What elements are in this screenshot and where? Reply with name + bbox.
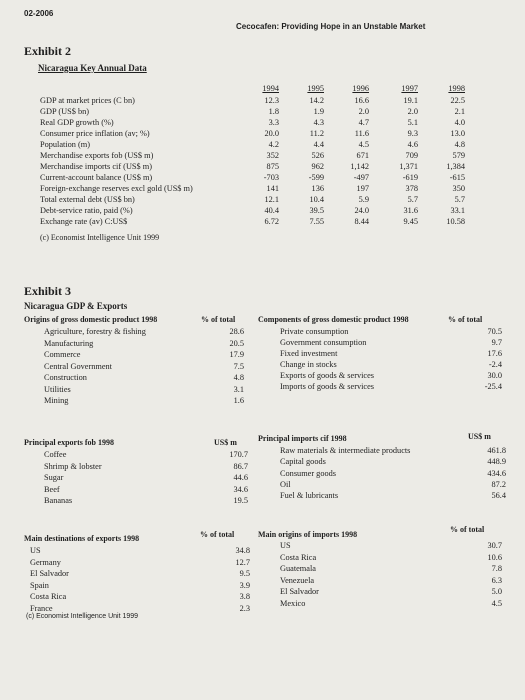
destinations-row-value: 3.9: [239, 580, 250, 590]
exhibit2-cell: 875: [266, 162, 279, 171]
exhibit2-cell: 12.1: [264, 195, 279, 204]
exhibit2-subtitle: Nicaragua Key Annual Data: [38, 63, 147, 73]
origins-header: Origins of gross domestic product 1998: [24, 315, 158, 324]
exhibit2-year-column: [294, 95, 324, 227]
imports-origins-unit: % of total: [450, 525, 485, 534]
destinations-row-value: 12.7: [235, 557, 250, 567]
exhibit2-year-column: [435, 95, 465, 227]
imports-origins-row: [280, 563, 502, 575]
destinations-row-label: El Salvador: [30, 569, 69, 578]
exhibit2-cell: 40.4: [264, 206, 279, 215]
document-title: Cecocafen: Providing Hope in an Unstable Market: [236, 22, 426, 31]
components-header: Components of gross domestic product 1998: [258, 315, 409, 324]
exhibit2-row-label: Merchandise imports cif (US$ m): [40, 162, 152, 171]
imports-origins-row-label: Mexico: [280, 598, 306, 608]
exhibit2-cell: 4.0: [454, 118, 465, 127]
destinations-row-label: Spain: [30, 580, 49, 590]
imports-origins-row: [280, 552, 502, 564]
exports-row: [44, 461, 248, 473]
exports-row: [44, 449, 248, 461]
imports-row-label: Fuel & lubricants: [280, 491, 339, 501]
imports-origins-row-value: 7.8: [491, 564, 502, 573]
exports-header: Principal exports fob 1998: [24, 438, 114, 447]
exhibit2-cell: 2.1: [454, 107, 465, 116]
imports-row-label: Capital goods: [280, 457, 326, 467]
exports-row-label: Bananas: [44, 496, 73, 505]
exhibit2-cell: 33.1: [450, 206, 465, 215]
exports-row: [44, 472, 248, 484]
exhibit2-cell: 1,384: [446, 162, 465, 171]
exports-row-label: Shrimp & lobster: [44, 461, 102, 471]
origins-row-value: 4.8: [233, 373, 244, 382]
imports-row-label: Consumer goods: [280, 468, 337, 478]
exhibit2-cell: 19.1: [403, 96, 418, 105]
exhibit2-cell: 14.2: [309, 96, 324, 105]
exhibit2-row-label: Current-account balance (US$ m): [40, 173, 153, 182]
exhibit2-year-header: 1996: [352, 84, 369, 93]
exhibit2-cell: 3.3: [268, 118, 279, 127]
exhibit2-cell: 709: [405, 151, 418, 160]
origins-row-label: Commerce: [44, 350, 81, 359]
imports-origins-row-value: 6.3: [491, 575, 502, 585]
imports-row-value: 448.9: [487, 457, 506, 467]
destinations-row-label: France: [30, 603, 53, 613]
components-row: [280, 348, 502, 359]
imports-origins-header: Main origins of imports 1998: [258, 530, 358, 539]
imports-row-label: Oil: [280, 479, 291, 489]
exports-row-value: 170.7: [229, 450, 248, 459]
exhibit2-row-label: Foreign-exchange reserves excl gold (US$ m): [40, 184, 193, 193]
exhibit2-row-label: Real GDP growth (%): [40, 118, 114, 127]
exhibit2-cell: 7.55: [309, 217, 324, 226]
components-row: [280, 359, 502, 370]
exhibit2-cell: 5.7: [454, 195, 465, 204]
exhibit2-cell: 350: [452, 184, 465, 193]
imports-origins-row-value: 4.5: [491, 598, 502, 608]
destinations-row: [30, 557, 250, 569]
exhibit2-cell: 378: [405, 184, 418, 193]
exports-row: [44, 495, 248, 507]
exhibit2-row-label: Consumer price inflation (av; %): [40, 129, 150, 138]
origins-row-label: Utilities: [44, 384, 71, 394]
origins-row-value: 20.5: [229, 338, 244, 348]
origins-list: [44, 326, 244, 407]
exhibit2-source: (c) Economist Intelligence Unit 1999: [40, 233, 160, 242]
exhibit2-cell: 5.7: [407, 195, 418, 204]
imports-row: [280, 479, 506, 490]
imports-row-value: 87.2: [491, 479, 506, 489]
components-row-label: Exports of goods & services: [280, 371, 375, 380]
imports-origins-row: [280, 598, 502, 610]
exhibit2-cell: 2.0: [358, 107, 369, 116]
exhibit2-row-label: GDP at market prices (C bn): [40, 96, 135, 105]
origins-row-value: 3.1: [233, 384, 244, 394]
exhibit2-cell: -615: [449, 173, 465, 182]
destinations-unit: % of total: [200, 530, 235, 539]
destinations-row: [30, 580, 250, 592]
exhibit2-cell: 136: [311, 184, 324, 193]
imports-row-value: 434.6: [487, 468, 506, 478]
exhibit2-cell: 526: [311, 151, 324, 160]
components-row-label: Change in stocks: [280, 360, 337, 369]
exhibit2-cell: 4.4: [313, 140, 324, 149]
exhibit2-row-label: Population (m): [40, 140, 91, 149]
destinations-list: [30, 545, 250, 614]
components-row: [280, 381, 502, 392]
exhibit2-cell: 39.5: [309, 206, 324, 215]
imports-row-value: 56.4: [491, 491, 506, 501]
exhibit2-row-label: Merchandise exports fob (US$ m): [40, 151, 154, 160]
origins-unit: % of total: [201, 315, 236, 324]
imports-row: [280, 456, 506, 467]
exhibit2-cell: 12.3: [264, 96, 279, 105]
imports-row-label: Raw materials & intermediate products: [280, 446, 411, 455]
exhibit2-cell: -497: [353, 173, 369, 182]
components-row-value: 30.0: [487, 371, 502, 380]
components-row-value: 9.7: [491, 338, 502, 347]
exhibit2-year-header: 1995: [307, 84, 324, 93]
exhibit2-cell: 6.72: [264, 217, 279, 226]
exhibit2-cell: 11.2: [309, 129, 324, 138]
origins-row: [44, 384, 244, 396]
origins-row-label: Mining: [44, 396, 69, 405]
exhibit2-cell: 2.0: [407, 107, 418, 116]
exhibit2-cell: 11.6: [354, 129, 369, 138]
exhibit2-cell: 4.8: [454, 140, 465, 149]
imports-header: Principal imports cif 1998: [258, 434, 347, 443]
origins-row-value: 1.6: [233, 396, 244, 405]
origins-row-value: 17.9: [229, 350, 244, 359]
exhibit2-cell: -703: [263, 173, 279, 182]
imports-origins-row-label: Costa Rica: [280, 552, 317, 562]
exhibit2-row-label: Total external debt (US$ bn): [40, 195, 135, 204]
exhibit2-title: Exhibit 2: [24, 44, 72, 58]
exhibit2-cell: 13.0: [450, 129, 465, 138]
exhibit2-cell: -599: [308, 173, 324, 182]
exhibit2-cell: 9.3: [407, 129, 418, 138]
destinations-row: [30, 568, 250, 580]
exhibit2-row-labels: [40, 95, 250, 227]
exports-row-value: 44.6: [233, 473, 248, 482]
exhibit2-cell: 352: [266, 151, 279, 160]
imports-origins-row-label: US: [280, 541, 291, 550]
exhibit2-row-label: GDP (US$ bn): [40, 107, 90, 116]
exports-row-label: Coffee: [44, 450, 67, 459]
exports-row: [44, 484, 248, 496]
exhibit3-source: (c) Economist Intelligence Unit 1999: [26, 613, 139, 620]
components-row-value: 70.5: [487, 327, 502, 336]
exhibit2-year-header: 1998: [448, 84, 465, 93]
destinations-row-value: 3.8: [239, 592, 250, 601]
exhibit2-year-column: [249, 95, 279, 227]
imports-row: [280, 468, 506, 479]
exhibit2-cell: 4.3: [313, 118, 324, 127]
exhibit2-cell: 1.8: [268, 107, 279, 116]
exports-unit: US$ m: [214, 438, 237, 447]
exhibit3-title: Exhibit 3: [24, 284, 72, 298]
origins-row-label: Construction: [44, 373, 87, 382]
destinations-row-label: Germany: [30, 557, 61, 567]
destinations-row-value: 9.5: [239, 569, 250, 578]
exhibit2-cell: 1.9: [313, 107, 324, 116]
exhibit2-cell: 8.44: [354, 217, 369, 226]
destinations-row-label: US: [30, 546, 41, 555]
imports-row: [280, 490, 506, 501]
exhibit2-cell: 141: [266, 184, 279, 193]
exhibit2-cell: 1,371: [399, 162, 418, 171]
components-row-label: Fixed investment: [280, 349, 338, 358]
origins-row: [44, 338, 244, 350]
origins-row: [44, 349, 244, 361]
imports-origins-row: [280, 540, 502, 552]
exports-row-label: Beef: [44, 484, 60, 494]
exhibit2-cell: 579: [452, 151, 465, 160]
origins-row-label: Agriculture, forestry & fishing: [44, 327, 146, 336]
exhibit2-row-label: Exchange rate (av) C:US$: [40, 217, 128, 226]
exhibit2-cell: 4.7: [358, 118, 369, 127]
exhibit2-row-label: Debt-service ratio, paid (%): [40, 206, 133, 215]
origins-row-value: 7.5: [233, 361, 244, 371]
imports-origins-row: [280, 586, 502, 598]
exhibit2-cell: 9.45: [403, 217, 418, 226]
exhibit2-year-header: 1994: [262, 84, 279, 93]
components-row-label: Private consumption: [280, 327, 349, 336]
components-unit: % of total: [448, 315, 483, 324]
exhibit2-cell: 1,142: [350, 162, 369, 171]
exhibit2-cell: 10.58: [446, 217, 465, 226]
origins-row-label: Manufacturing: [44, 338, 94, 348]
imports-row: [280, 445, 506, 456]
origins-row-label: Central Government: [44, 361, 112, 371]
exhibit2-cell: 16.6: [354, 96, 369, 105]
imports-origins-row: [280, 575, 502, 587]
components-row: [280, 326, 502, 337]
imports-origins-list: [280, 540, 502, 609]
exhibit2-cell: 4.2: [268, 140, 279, 149]
exhibit2-cell: 22.5: [450, 96, 465, 105]
exhibit2-cell: 5.1: [407, 118, 418, 127]
imports-list: [280, 445, 506, 501]
exhibit2-cell: 197: [356, 184, 369, 193]
exports-row-value: 86.7: [233, 461, 248, 471]
exhibit2-cell: -619: [402, 173, 418, 182]
components-row-label: Government consumption: [280, 338, 367, 347]
components-row-label: Imports of goods & services: [280, 382, 375, 391]
exhibit2-cell: 31.6: [403, 206, 418, 215]
imports-origins-row-value: 30.7: [487, 541, 502, 550]
imports-origins-row-value: 10.6: [487, 552, 502, 562]
components-row-value: -2.4: [488, 360, 502, 369]
exports-row-label: Sugar: [44, 473, 64, 482]
origins-row: [44, 326, 244, 338]
destinations-row: [30, 545, 250, 557]
exhibit2-year-header: 1997: [401, 84, 418, 93]
imports-unit: US$ m: [468, 432, 491, 441]
destinations-row: [30, 591, 250, 603]
document-date: 02-2006: [24, 9, 54, 18]
exports-row-value: 19.5: [233, 496, 248, 505]
components-row: [280, 370, 502, 381]
origins-row: [44, 395, 244, 407]
exports-row-value: 34.6: [233, 484, 248, 494]
imports-row-value: 461.8: [487, 446, 506, 455]
origins-row: [44, 372, 244, 384]
exhibit3-subtitle: Nicaragua GDP & Exports: [24, 301, 128, 311]
components-row: [280, 337, 502, 348]
components-list: [280, 326, 502, 392]
exports-list: [44, 449, 248, 507]
exhibit2-cell: 671: [356, 151, 369, 160]
exhibit2-cell: 5.9: [358, 195, 369, 204]
exhibit2-cell: 10.4: [309, 195, 324, 204]
destinations-row-label: Costa Rica: [30, 592, 67, 601]
exhibit2-year-column: [388, 95, 418, 227]
destinations-header: Main destinations of exports 1998: [24, 534, 140, 543]
imports-origins-row-label: El Salvador: [280, 587, 319, 596]
components-row-value: -25.4: [484, 382, 502, 391]
origins-row-value: 28.6: [229, 327, 244, 336]
exhibit2-cell: 20.0: [264, 129, 279, 138]
exhibit2-cell: 962: [311, 162, 324, 171]
exhibit2-cell: 4.5: [358, 140, 369, 149]
imports-origins-row-label: Venezuela: [280, 575, 315, 585]
imports-origins-row-label: Guatemala: [280, 564, 316, 573]
destinations-row-value: 2.3: [239, 603, 250, 613]
components-row-value: 17.6: [487, 349, 502, 358]
imports-origins-row-value: 5.0: [491, 587, 502, 596]
exhibit2-cell: 24.0: [354, 206, 369, 215]
destinations-row-value: 34.8: [235, 546, 250, 555]
exhibit2-cell: 4.6: [407, 140, 418, 149]
exhibit2-year-column: [339, 95, 369, 227]
origins-row: [44, 361, 244, 373]
